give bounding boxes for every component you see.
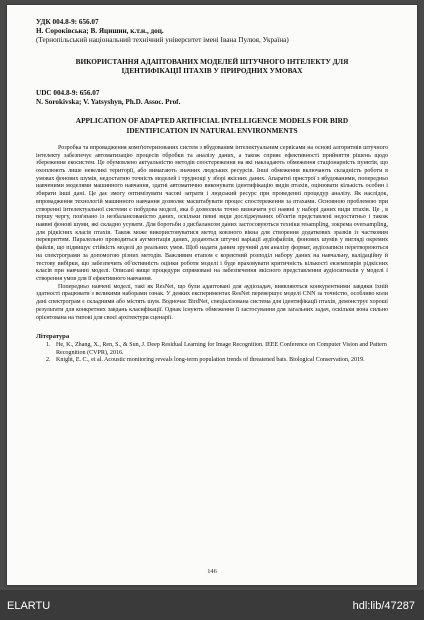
reference-number: 2. <box>46 357 51 364</box>
document-page <box>7 5 417 585</box>
page-content <box>36 18 388 365</box>
title-en-line: IDENTIFICATION IN NATURAL ENVIRONMENTS <box>126 125 298 135</box>
udc-ua: УДК 004.8-9: 656.07 <box>36 18 99 26</box>
reference-item <box>46 357 388 365</box>
repository-name: ELARTU <box>7 600 51 612</box>
reference-number: 1. <box>46 341 51 348</box>
authors-en: N. Sorokivska; V. Yatsyshyn, Ph.D. Assoc. Prof. <box>36 98 181 107</box>
handle-id: hdl:lib/47287 <box>352 600 415 612</box>
title-ua-line: ВИКОРИСТАННЯ АДАПТОВАНИХ МОДЕЛЕЙ ШТУЧНОГО ІНТЕЛЕКТУ ДЛЯ <box>75 56 349 66</box>
affiliation-ua: (Тернопільський національний технічний університет імені Івана Пулюя, Україна) <box>36 36 289 45</box>
udc-en: UDC 004.8-9: 656.07 <box>36 89 100 98</box>
title-ua-line: ІДЕНТИФІКАЦІЇ ПТАХІВ У ПРИРОДНИХ УМОВАХ <box>121 65 303 75</box>
page-number: 146 <box>207 568 217 575</box>
references <box>36 333 388 365</box>
reference-text: Knight, E. C., et al. Acoustic monitoring reveals long-term population trends of threatened bats. Biological Conservation, 2019. <box>56 357 365 364</box>
reference-item <box>46 342 388 357</box>
title-ua <box>36 57 388 75</box>
title-en <box>36 116 388 134</box>
reference-text: He, K., Zhang, X., Ren, S., & Sun, J. Deep Residual Learning for Image Recognition. IEEE Conference on Computer Vision and Pattern Recognition (CVPR), 2016. <box>56 341 387 356</box>
viewer-footer-bar <box>0 590 424 620</box>
body-paragraph: Попередньо навчені моделі, такі як ResNet, що були адаптовані для аудіозадач, виявляються конкурентними завдяки їхній здатності працювати з великими наборами ознак. У деяких експериментах ResNet перевершує моделі CNN за точністю, особливо коли дані спектрограм є складними або містять шум. Водночас BirdNet, спеціалізована система для ідентифікації птахів, демонструє хороші результати для конкретних завдань класифікації. Однак існують обмеження її застосування для загальних задач, оскільки вона сильно орієнтована на типові для своєї архітектури сценарії. <box>36 283 388 321</box>
authors-ua: Н. Сороківська; В. Яцишин, к.т.н., доц. <box>36 27 164 36</box>
title-en-line: APPLICATION OF ADAPTED ARTIFICIAL INTELLIGENCE MODELS FOR BIRD <box>75 116 349 126</box>
body-paragraph: Розробка та впровадження комп'ютеризованих систем з вбудованим інтелектуальним сервісами на основі алгоритмів штучного інтелекту забезпечує автоматизацію процесів обробки та аналізу даних, а також сприяє ефективності прийняття рішень щодо збереження екосистем. Це обумовлено актуальністю методів спостереження на які накладають обмеження стаціонарність пунктів, що охоплюють лише невеликі території, або вимагають значних людських ресурсів. Інші обмеження включають складність роботи в умовах фонових шумів, недостатню точність моделей і труднощі у зборі якісних даних. Апаратні пристрої з вбудованими, попередньо навченими моделями машинного навчання, здатні автоматично виконувати ідентифікацію видів птахів, оцінювати кількість особин і збирати інші дані. Це дає змогу оптимізувати часові затрати і людський ресурс при проведенні процедур аналізу. Як наслідок, впровадження технологій машинного навчання дозволяє масштабувати процес спостереження за птахами. Основною проблемою при створенні інтелектуальної системи є побудова моделі, яка б дозволила точно визначати усі наявні у наборі даних види птахів. Це , в першу чергу, пов'язано із незбалансованістю даних, оскільки певні види досліджуваних об'єктів представлені недостатньо і також наявні фонові шуми, які складно усувати. Для боротьби з дисбалансом даних застосовуються техніки resampling, зокрема oversampling, для рідкісних класів птахів. Також може використовуватися метод ковзного вікна для створення додаткових зразків із частковим перекриттям. Паралельно проводиться аугментація даних, додаються штучні варіації аудіофайлів, фонових шумів у вигляді окремих файлів, що підвищує стійкість моделі до реальних умов. Щоб надати даним зручний для аналізу формат, аудіозаписи перетворюються на спектрограми за допомогою різних методів. Важливим етапом є коректний розподіл набору даних на навчальну, валідаційну й тестову вибірки, що забезпечить об'єктивність оцінки роботи моделі і буде враховувати критичність кількості екземплярів рідкісних класів при навчанні моделі. Описані вище процедури спрямовані на забезпечення якісного представлення аудіосигналів у моделі і створення умов для її ефективного навчання. <box>36 144 388 283</box>
references-title: Література <box>36 333 70 341</box>
